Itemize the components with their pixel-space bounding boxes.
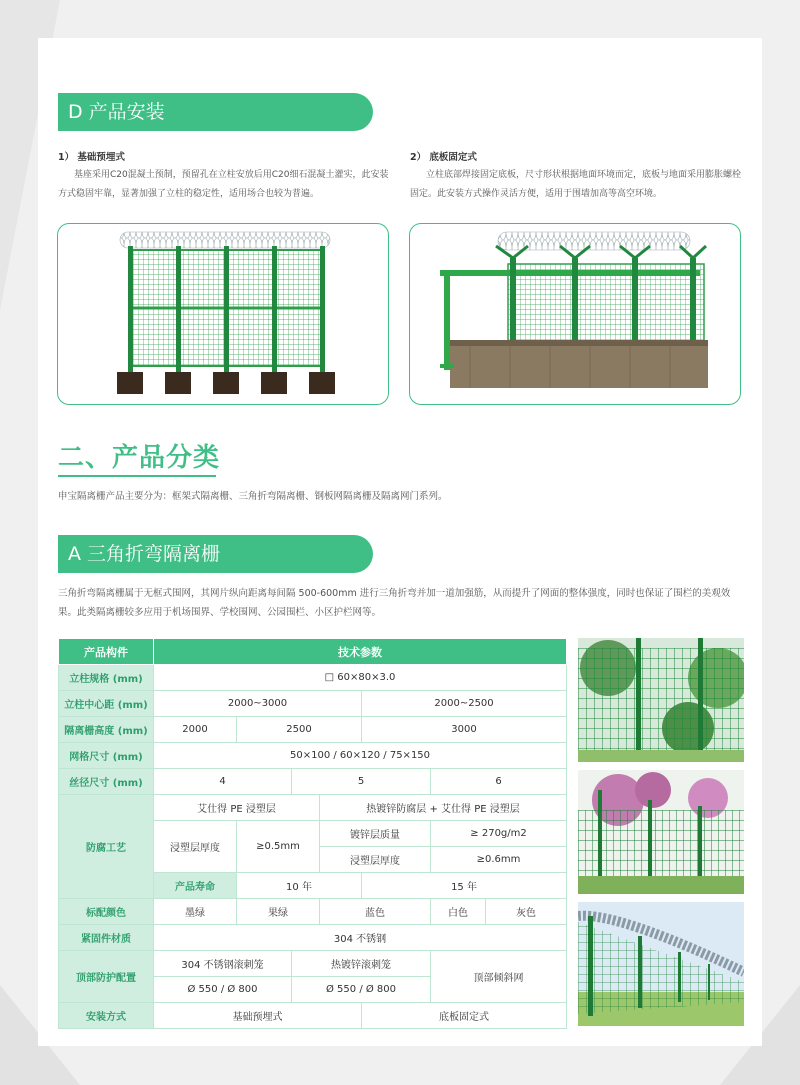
table-cell: 白色 bbox=[431, 899, 486, 925]
table-cell: 2500 bbox=[237, 717, 362, 743]
row-label: 丝径尺寸 (mm) bbox=[59, 769, 154, 795]
method2-text: 立柱底部焊接固定底板，尺寸形状根据地面环境而定，底板与地面采用膨胀螺栓固定。此安装方式操作灵活方便，适用于围墙加高等高空环境。 bbox=[410, 170, 742, 199]
table-cell: 浸塑层厚度 bbox=[154, 821, 237, 873]
table-cell: 热镀锌防腐层 + 艾仕得 PE 浸塑层 bbox=[320, 795, 567, 821]
method2-heading: 2） 底板固定式 bbox=[410, 152, 477, 163]
row-label: 防腐工艺 bbox=[59, 795, 154, 899]
table-cell: 50×100 / 60×120 / 75×150 bbox=[154, 743, 567, 769]
table-cell: 304 不锈钢 bbox=[154, 925, 567, 951]
table-cell: 2000 bbox=[154, 717, 237, 743]
table-cell: 墨绿 bbox=[154, 899, 237, 925]
method1-heading: 1） 基础预埋式 bbox=[58, 152, 125, 163]
foundation-install-illustration bbox=[57, 223, 389, 405]
row-label: 安装方式 bbox=[59, 1003, 154, 1029]
row-label: 紧固件材质 bbox=[59, 925, 154, 951]
spec-table bbox=[58, 638, 567, 1029]
table-cell: 304 不锈钢滚刺笼 bbox=[154, 951, 292, 977]
row-label: 顶部防护配置 bbox=[59, 951, 154, 1003]
table-cell: 5 bbox=[292, 769, 431, 795]
table-cell: 10 年 bbox=[237, 873, 362, 899]
table-cell: Ø 550 / Ø 800 bbox=[292, 977, 431, 1003]
brochure-page bbox=[38, 38, 762, 1046]
row-label: 网格尺寸 (mm) bbox=[59, 743, 154, 769]
table-cell: ≥ 270g/m2 bbox=[431, 821, 567, 847]
table-cell: Ø 550 / Ø 800 bbox=[154, 977, 292, 1003]
table-cell: 15 年 bbox=[362, 873, 567, 899]
row-label: 产品寿命 bbox=[154, 873, 237, 899]
table-cell: 镀锌层质量 bbox=[320, 821, 431, 847]
section2-intro: 申宝隔离栅产品主要分为：框架式隔离栅、三角折弯隔离栅、钢板网隔离栅及隔离网门系列。 bbox=[58, 491, 448, 502]
table-cell: 底板固定式 bbox=[362, 1003, 567, 1029]
row-label: 立柱中心距 (mm) bbox=[59, 691, 154, 717]
table-cell: 6 bbox=[431, 769, 567, 795]
table-cell: □ 60×80×3.0 bbox=[154, 665, 567, 691]
fence-photo-3 bbox=[578, 902, 744, 1026]
method1-text: 基座采用C20混凝土预制，预留孔在立柱安放后用C20细石混凝土灌实，此安装方式稳固牢靠，显著加强了立柱的稳定性，适用场合也较为普遍。 bbox=[58, 170, 389, 199]
section2-title: 二、产品分类 bbox=[58, 443, 221, 473]
table-cell: 基础预埋式 bbox=[154, 1003, 362, 1029]
table-cell: 2000~3000 bbox=[154, 691, 362, 717]
row-label: 隔离栅高度 (mm) bbox=[59, 717, 154, 743]
section-d-title: D 产品安装 bbox=[58, 93, 373, 131]
row-label: 立柱规格 (mm) bbox=[59, 665, 154, 691]
title-underline bbox=[58, 475, 216, 477]
fence-photo-2 bbox=[578, 770, 744, 894]
section-a-desc: 三角折弯隔离栅属于无框式围网，其网片纵向距离每间隔 500-600mm 进行三角折弯并加一道加强筋，从而提升了网面的整体强度，同时也保证了围栏的美观效果。此类隔离栅较多应用于机场围界、学校围网、公园围栏、小区护栏网等。 bbox=[58, 588, 731, 618]
table-cell: 顶部倾斜网 bbox=[431, 951, 567, 1003]
section-a-title: A 三角折弯隔离栅 bbox=[58, 535, 373, 573]
fence-photo-1 bbox=[578, 638, 744, 762]
table-cell: 2000~2500 bbox=[362, 691, 567, 717]
table-cell: 蓝色 bbox=[320, 899, 431, 925]
table-cell: ≥0.5mm bbox=[237, 821, 320, 873]
table-cell: 热镀锌滚刺笼 bbox=[292, 951, 431, 977]
table-cell: 果绿 bbox=[237, 899, 320, 925]
row-label: 标配颜色 bbox=[59, 899, 154, 925]
table-cell: 灰色 bbox=[486, 899, 567, 925]
table-cell: 浸塑层厚度 bbox=[320, 847, 431, 873]
table-cell: ≥0.6mm bbox=[431, 847, 567, 873]
table-header-component: 产品构件 bbox=[59, 639, 154, 665]
base-plate-install-illustration bbox=[409, 223, 741, 405]
table-cell: 艾仕得 PE 浸塑层 bbox=[154, 795, 320, 821]
table-cell: 4 bbox=[154, 769, 292, 795]
table-header-params: 技术参数 bbox=[154, 639, 567, 665]
table-cell: 3000 bbox=[362, 717, 567, 743]
